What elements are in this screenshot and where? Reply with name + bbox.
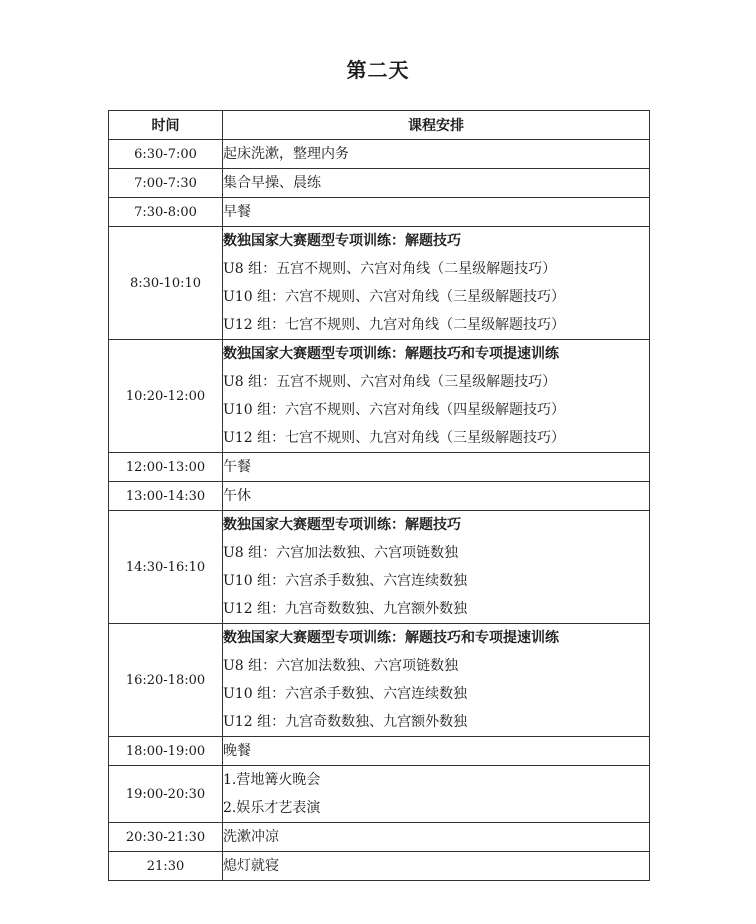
time-cell: 16:20-18:00 [109, 624, 223, 737]
course-cell [223, 198, 650, 227]
course-cell [223, 823, 650, 852]
course-line: U10 组：六宫不规则、六宫对角线（三星级解题技巧） [223, 289, 566, 305]
course-line: 午休 [223, 488, 251, 504]
time-cell: 6:30-7:00 [109, 140, 223, 169]
course-line: 起床洗漱，整理内务 [223, 146, 349, 162]
header-row [109, 111, 650, 140]
course-line: U10 组：六宫不规则、六宫对角线（四星级解题技巧） [223, 402, 566, 418]
course-line: 早餐 [223, 204, 251, 220]
time-cell: 21:30 [109, 852, 223, 881]
course-cell [223, 511, 650, 624]
course-line: U8 组：五宫不规则、六宫对角线（二星级解题技巧） [223, 261, 557, 277]
table-row [109, 140, 650, 169]
page-title: 第二天 [346, 58, 410, 82]
course-line: U12 组：九宫奇数数独、九宫额外数独 [223, 714, 468, 730]
course-line: 洗漱冲凉 [223, 829, 279, 845]
course-cell [223, 482, 650, 511]
course-line: U8 组：六宫加法数独、六宫项链数独 [223, 658, 459, 674]
course-cell [223, 453, 650, 482]
time-cell: 19:00-20:30 [109, 766, 223, 823]
table-row [109, 511, 650, 624]
column-header-time: 时间 [109, 111, 223, 140]
course-cell [223, 852, 650, 881]
table-row [109, 737, 650, 766]
course-line: 晚餐 [223, 743, 251, 759]
course-cell [223, 227, 650, 340]
course-line: U12 组：七宫不规则、九宫对角线（三星级解题技巧） [223, 430, 566, 446]
time-cell: 8:30-10:10 [109, 227, 223, 340]
course-line: U10 组：六宫杀手数独、六宫连续数独 [223, 573, 468, 589]
course-cell [223, 766, 650, 823]
course-heading: 数独国家大赛题型专项训练：解题技巧 [223, 517, 461, 533]
course-cell [223, 624, 650, 737]
course-heading: 数独国家大赛题型专项训练：解题技巧 [223, 233, 461, 249]
time-cell: 14:30-16:10 [109, 511, 223, 624]
course-line: U8 组：六宫加法数独、六宫项链数独 [223, 545, 459, 561]
time-cell: 10:20-12:00 [109, 340, 223, 453]
course-cell [223, 340, 650, 453]
course-line: U12 组：七宫不规则、九宫对角线（二星级解题技巧） [223, 317, 566, 333]
time-cell: 18:00-19:00 [109, 737, 223, 766]
course-line: U8 组：五宫不规则、六宫对角线（三星级解题技巧） [223, 374, 557, 390]
course-line: 1.营地篝火晚会 [223, 772, 321, 788]
course-line: 2.娱乐才艺表演 [223, 800, 321, 816]
table-row [109, 227, 650, 340]
course-line: U12 组：九宫奇数数独、九宫额外数独 [223, 601, 468, 617]
course-line: 熄灯就寝 [223, 858, 279, 874]
table-row [109, 198, 650, 227]
course-heading: 数独国家大赛题型专项训练：解题技巧和专项提速训练 [223, 346, 559, 362]
table-row [109, 340, 650, 453]
table-row [109, 482, 650, 511]
course-line: 集合早操、晨练 [223, 175, 321, 191]
column-header-course: 课程安排 [223, 111, 650, 140]
table-row [109, 766, 650, 823]
time-cell: 20:30-21:30 [109, 823, 223, 852]
table-row [109, 852, 650, 881]
table-row [109, 823, 650, 852]
time-cell: 7:30-8:00 [109, 198, 223, 227]
course-line: 午餐 [223, 459, 251, 475]
course-heading: 数独国家大赛题型专项训练：解题技巧和专项提速训练 [223, 630, 559, 646]
table-row [109, 453, 650, 482]
course-cell [223, 140, 650, 169]
course-cell [223, 169, 650, 198]
time-cell: 7:00-7:30 [109, 169, 223, 198]
schedule-table [108, 110, 650, 881]
time-cell: 12:00-13:00 [109, 453, 223, 482]
course-cell [223, 737, 650, 766]
course-line: U10 组：六宫杀手数独、六宫连续数独 [223, 686, 468, 702]
table-row [109, 624, 650, 737]
time-cell: 13:00-14:30 [109, 482, 223, 511]
table-row [109, 169, 650, 198]
schedule-body [109, 140, 650, 881]
